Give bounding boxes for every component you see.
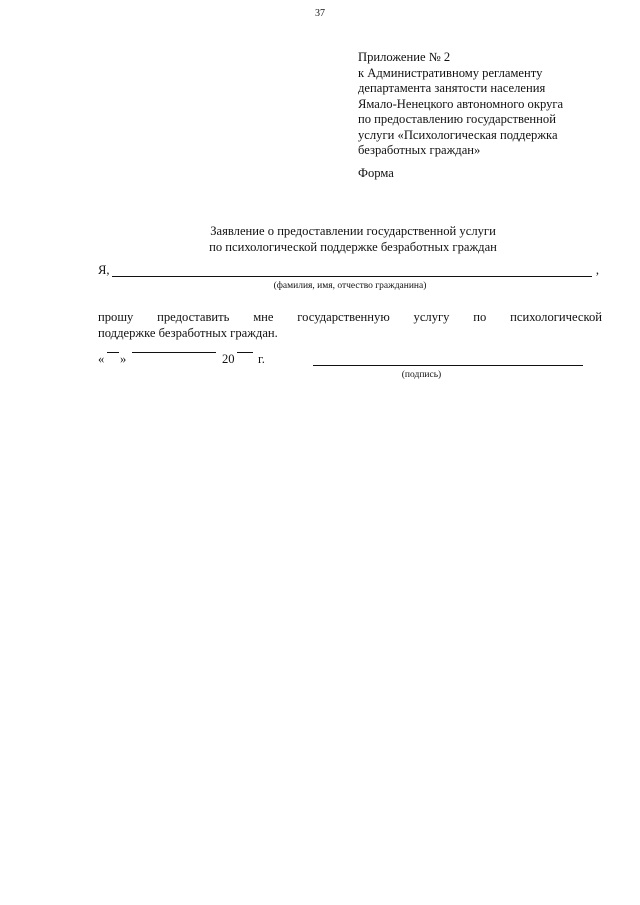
appendix-line: безработных граждан» <box>358 143 481 157</box>
signature-caption: (подпись) <box>401 370 442 380</box>
month-field[interactable] <box>132 352 216 353</box>
form-label: Форма <box>358 166 394 180</box>
appendix-line: Приложение № 2 <box>358 50 451 64</box>
appendix-line: по предоставлению государственной <box>358 112 556 126</box>
appendix-header <box>358 50 628 159</box>
title-line-2: по психологической поддержке безработных граждан <box>209 239 497 254</box>
applicant-prefix: Я, <box>98 263 110 277</box>
document-title <box>0 224 640 255</box>
signature-field[interactable] <box>313 365 583 366</box>
date-row <box>98 352 298 370</box>
request-line-1: прошу предоставить мне государственную услугу по психологической <box>98 310 602 324</box>
year-prefix: 20 <box>222 352 235 366</box>
date-open-quote: « <box>98 352 105 366</box>
appendix-line: департамента занятости населения <box>358 81 546 95</box>
applicant-suffix: , <box>595 263 599 277</box>
day-field[interactable] <box>107 352 119 353</box>
appendix-line: услуги «Психологическая поддержка <box>358 127 558 142</box>
appendix-line: к Административному регламенту <box>358 65 543 80</box>
title-line-1: Заявление о предоставлении государственной услуги <box>210 224 496 238</box>
date-close-quote: » <box>120 352 127 366</box>
year-field[interactable] <box>237 352 253 353</box>
year-suffix: г. <box>258 352 265 366</box>
applicant-name-field[interactable] <box>112 276 592 277</box>
applicant-name-row <box>98 263 602 281</box>
request-line-2: поддержке безработных граждан. <box>98 325 278 340</box>
applicant-name-caption: (фамилия, имя, отчество гражданина) <box>273 281 427 291</box>
page-number: 37 <box>315 8 325 19</box>
appendix-line: Ямало-Ненецкого автономного округа <box>358 96 564 111</box>
request-text <box>98 310 602 341</box>
